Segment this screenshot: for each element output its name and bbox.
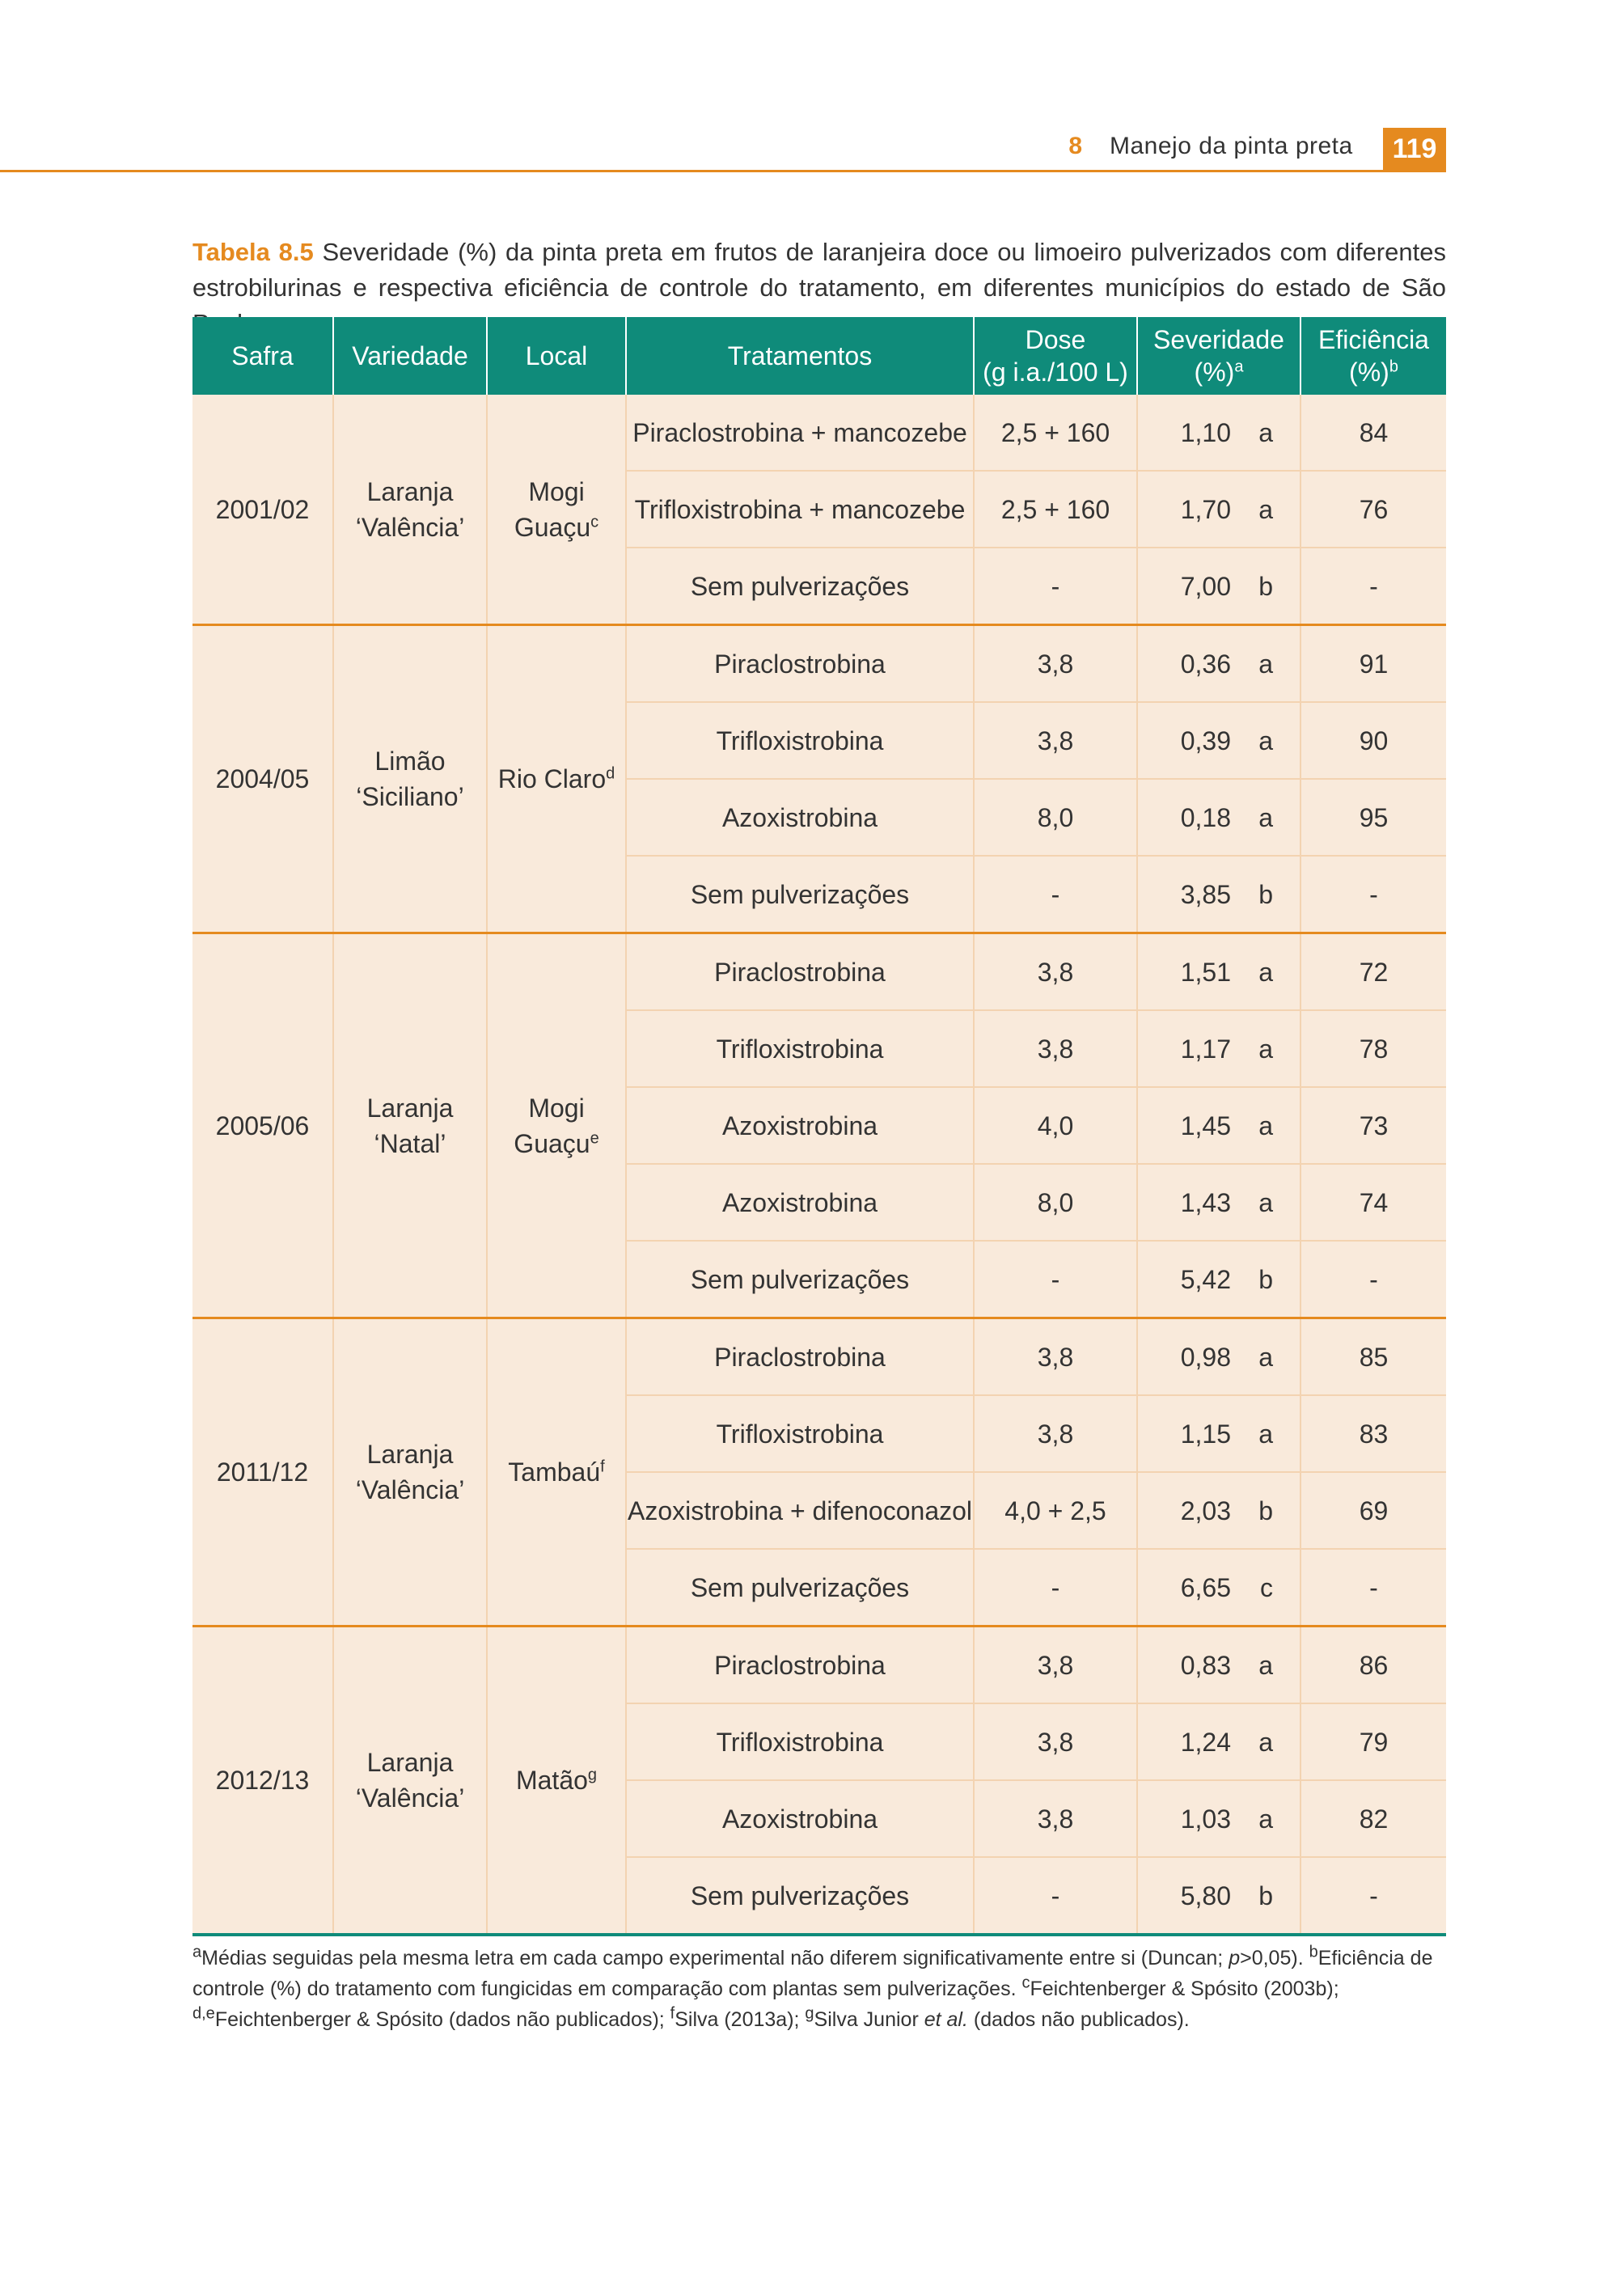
- cell-tratamento: Sem pulverizações: [626, 1549, 974, 1627]
- header-severidade: Severidade (%)$^a$: [1137, 317, 1300, 395]
- cell-eficiencia: 79: [1300, 1703, 1446, 1780]
- cell-severidade: 1,03 a: [1137, 1780, 1300, 1857]
- caption-text: Severidade (%) da pinta preta em frutos de laranjeira doce ou limoeiro pulverizados com diferentes estrobilurinas e respectiva eficiência de controle do tratamento, em diferentes municípios do estado de São: [192, 238, 1446, 302]
- cell-variedade: Laranja ‘Valência’: [333, 1318, 487, 1627]
- cell-severidade: 1,15 a: [1137, 1395, 1300, 1472]
- cell-local: Rio Claro$^d$: [487, 625, 626, 933]
- cell-eficiencia: 85: [1300, 1318, 1446, 1396]
- table-row: [192, 1627, 1446, 1704]
- cell-eficiencia: 86: [1300, 1627, 1446, 1704]
- cell-severidade: 1,51 a: [1137, 933, 1300, 1011]
- cell-tratamento: Sem pulverizações: [626, 856, 974, 933]
- cell-dose: 3,8: [974, 1627, 1137, 1704]
- cell-severidade: 5,42 b: [1137, 1241, 1300, 1318]
- table-label: Tabela 8.5: [192, 238, 314, 266]
- cell-eficiencia: 73: [1300, 1087, 1446, 1164]
- header-variedade: Variedade: [333, 317, 487, 395]
- cell-severidade: 0,98 a: [1137, 1318, 1300, 1396]
- cell-dose: 4,0: [974, 1087, 1137, 1164]
- cell-tratamento: Trifloxistrobina: [626, 1010, 974, 1087]
- cell-tratamento: Trifloxistrobina: [626, 702, 974, 779]
- cell-eficiencia: 91: [1300, 625, 1446, 703]
- cell-eficiencia: 90: [1300, 702, 1446, 779]
- cell-tratamento: Azoxistrobina: [626, 1164, 974, 1241]
- table-header-row: [192, 317, 1446, 395]
- header-rule: [0, 170, 1446, 172]
- cell-variedade: Laranja ‘Valência’: [333, 395, 487, 625]
- cell-eficiencia: -: [1300, 1857, 1446, 1935]
- cell-dose: 3,8: [974, 625, 1137, 703]
- chapter-number: 8: [1068, 133, 1082, 159]
- cell-safra: 2005/06: [192, 933, 333, 1318]
- cell-dose: 3,8: [974, 1318, 1137, 1396]
- cell-variedade: Laranja ‘Valência’: [333, 1627, 487, 1936]
- cell-dose: -: [974, 856, 1137, 933]
- table-row: [192, 1318, 1446, 1396]
- cell-safra: 2001/02: [192, 395, 333, 625]
- cell-eficiencia: -: [1300, 1549, 1446, 1627]
- cell-tratamento: Sem pulverizações: [626, 1857, 974, 1935]
- cell-dose: 3,8: [974, 1395, 1137, 1472]
- cell-severidade: 2,03 b: [1137, 1472, 1300, 1549]
- cell-severidade: 1,70 a: [1137, 471, 1300, 548]
- severity-table: [192, 317, 1446, 1936]
- cell-eficiencia: 69: [1300, 1472, 1446, 1549]
- cell-tratamento: Azoxistrobina + difenoconazol: [626, 1472, 974, 1549]
- cell-dose: 8,0: [974, 1164, 1137, 1241]
- running-header: [0, 128, 1446, 170]
- cell-eficiencia: -: [1300, 856, 1446, 933]
- cell-dose: -: [974, 1241, 1137, 1318]
- cell-dose: 3,8: [974, 1010, 1137, 1087]
- cell-eficiencia: 72: [1300, 933, 1446, 1011]
- cell-tratamento: Trifloxistrobina: [626, 1395, 974, 1472]
- cell-variedade: Limão ‘Siciliano’: [333, 625, 487, 933]
- cell-eficiencia: -: [1300, 548, 1446, 625]
- cell-variedade: Laranja ‘Natal’: [333, 933, 487, 1318]
- cell-tratamento: Sem pulverizações: [626, 1241, 974, 1318]
- cell-eficiencia: 74: [1300, 1164, 1446, 1241]
- cell-severidade: 0,83 a: [1137, 1627, 1300, 1704]
- cell-tratamento: Trifloxistrobina: [626, 1703, 974, 1780]
- table-row: [192, 395, 1446, 471]
- cell-safra: 2004/05: [192, 625, 333, 933]
- cell-eficiencia: 78: [1300, 1010, 1446, 1087]
- cell-dose: -: [974, 1549, 1137, 1627]
- cell-dose: 3,8: [974, 1703, 1137, 1780]
- cell-dose: 2,5 + 160: [974, 395, 1137, 471]
- cell-dose: 2,5 + 160: [974, 471, 1137, 548]
- cell-tratamento: Trifloxistrobina + mancozebe: [626, 471, 974, 548]
- cell-severidade: 7,00 b: [1137, 548, 1300, 625]
- cell-severidade: 1,10 a: [1137, 395, 1300, 471]
- cell-tratamento: Piraclostrobina + mancozebe: [626, 395, 974, 471]
- cell-severidade: 0,39 a: [1137, 702, 1300, 779]
- cell-severidade: 1,24 a: [1137, 1703, 1300, 1780]
- cell-dose: 4,0 + 2,5: [974, 1472, 1137, 1549]
- cell-dose: 3,8: [974, 702, 1137, 779]
- table-row: [192, 933, 1446, 1011]
- chapter-title: Manejo da pinta preta: [1110, 133, 1353, 159]
- cell-dose: 3,8: [974, 1780, 1137, 1857]
- cell-dose: -: [974, 548, 1137, 625]
- cell-tratamento: Piraclostrobina: [626, 1318, 974, 1396]
- cell-severidade: 0,18 a: [1137, 779, 1300, 856]
- cell-local: Mogi Guaçu$^e$: [487, 933, 626, 1318]
- header-tratamentos: Tratamentos: [626, 317, 974, 395]
- cell-eficiencia: 95: [1300, 779, 1446, 856]
- cell-eficiencia: -: [1300, 1241, 1446, 1318]
- table-row: [192, 625, 1446, 703]
- cell-tratamento: Piraclostrobina: [626, 625, 974, 703]
- cell-dose: 8,0: [974, 779, 1137, 856]
- cell-severidade: 6,65 c: [1137, 1549, 1300, 1627]
- cell-tratamento: Azoxistrobina: [626, 1780, 974, 1857]
- cell-severidade: 1,43 a: [1137, 1164, 1300, 1241]
- cell-tratamento: Azoxistrobina: [626, 1087, 974, 1164]
- cell-safra: 2011/12: [192, 1318, 333, 1627]
- cell-severidade: 5,80 b: [1137, 1857, 1300, 1935]
- cell-dose: -: [974, 1857, 1137, 1935]
- cell-dose: 3,8: [974, 933, 1137, 1011]
- cell-eficiencia: 76: [1300, 471, 1446, 548]
- cell-eficiencia: 82: [1300, 1780, 1446, 1857]
- header-safra: Safra: [192, 317, 333, 395]
- page-number: 119: [1383, 128, 1446, 170]
- cell-severidade: 3,85 b: [1137, 856, 1300, 933]
- table-footnote: $^a$Médias seguidas pela mesma letra em cada campo experimental não diferem significativamente entre si (Duncan; p>0,05). $^b$Eficiência de controle (%) do tratamento com fungicidas em comparação com plantas sem pulverizações. $^c$Feichtenberger & Spósito (2003b); $^{d,e}$Feichtenberger & Spósito (dados não publicados); $^f$Silva (2013a); $^g$Silva Junior et al. (dados não publicados).: [192, 1943, 1433, 2031]
- cell-severidade: 1,45 a: [1137, 1087, 1300, 1164]
- cell-tratamento: Piraclostrobina: [626, 1627, 974, 1704]
- cell-eficiencia: 84: [1300, 395, 1446, 471]
- cell-local: Mogi Guaçu$^c$: [487, 395, 626, 625]
- cell-tratamento: Sem pulverizações: [626, 548, 974, 625]
- cell-severidade: 0,36 a: [1137, 625, 1300, 703]
- cell-local: Matão$^g$: [487, 1627, 626, 1936]
- cell-tratamento: Azoxistrobina: [626, 779, 974, 856]
- cell-local: Tambaú$^f$: [487, 1318, 626, 1627]
- cell-safra: 2012/13: [192, 1627, 333, 1936]
- header-eficiencia: Eficiência (%)$^b$: [1300, 317, 1446, 395]
- header-dose: Dose (g i.a./100 L): [974, 317, 1137, 395]
- cell-tratamento: Piraclostrobina: [626, 933, 974, 1011]
- header-local: Local: [487, 317, 626, 395]
- cell-eficiencia: 83: [1300, 1395, 1446, 1472]
- cell-severidade: 1,17 a: [1137, 1010, 1300, 1087]
